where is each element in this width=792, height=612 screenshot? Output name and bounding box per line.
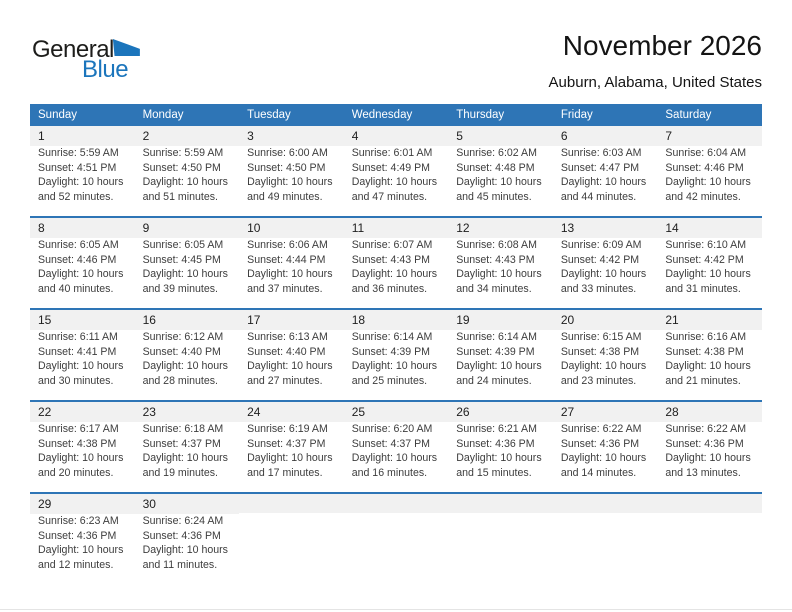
day-number: 15	[30, 310, 135, 330]
sunset-text: Sunset: 4:46 PM	[38, 253, 117, 266]
daylight-text-line2: and 49 minutes.	[247, 190, 323, 203]
logo-text-general: General	[32, 36, 114, 63]
day-number: 19	[448, 310, 553, 330]
day-number: 25	[344, 402, 449, 422]
daylight-text-line1: Daylight: 10 hours	[456, 176, 542, 189]
sunset-text: Sunset: 4:49 PM	[351, 161, 431, 174]
daylight-text-line2: and 13 minutes.	[665, 466, 741, 479]
week-row	[30, 217, 762, 309]
daylight-text-line2: and 44 minutes.	[560, 190, 637, 203]
daylight-text-line1: Daylight: 10 hours	[665, 268, 751, 281]
daylight-text-line1: Daylight: 10 hours	[38, 268, 124, 281]
sunset-text: Sunset: 4:37 PM	[142, 437, 221, 450]
day-cell	[135, 493, 240, 584]
daylight-text-line2: and 16 minutes.	[351, 466, 428, 479]
day-number: 11	[344, 218, 449, 238]
sunset-text: Sunset: 4:50 PM	[142, 161, 221, 174]
daylight-text-line2: and 21 minutes.	[665, 374, 741, 387]
day-cell	[135, 309, 240, 401]
day-number: 9	[135, 218, 240, 238]
daylight-text-line2: and 14 minutes.	[560, 466, 637, 479]
page-header	[30, 30, 762, 100]
daylight-text-line1: Daylight: 10 hours	[456, 268, 542, 281]
sunrise-text: Sunrise: 6:05 AM	[38, 239, 119, 251]
day-cell	[657, 217, 762, 309]
daylight-text-line2: and 30 minutes.	[38, 374, 114, 387]
daylight-text-line1: Daylight: 10 hours	[142, 544, 228, 557]
daylight-text-line2: and 40 minutes.	[38, 282, 114, 295]
sunrise-text: Sunrise: 5:59 AM	[142, 147, 224, 159]
sunset-text: Sunset: 4:41 PM	[38, 345, 117, 358]
sunrise-text: Sunrise: 6:06 AM	[247, 239, 328, 251]
title-block	[549, 30, 762, 91]
day-number: 27	[553, 402, 658, 422]
sunrise-text: Sunrise: 6:04 AM	[665, 147, 747, 159]
day-number: 2	[135, 126, 240, 146]
day-cell	[344, 217, 449, 309]
day-number: 6	[553, 126, 658, 146]
day-number: 7	[657, 126, 762, 146]
sunset-text: Sunset: 4:36 PM	[560, 437, 640, 450]
day-number	[239, 494, 344, 513]
day-number: 1	[30, 126, 135, 146]
day-cell	[448, 126, 553, 217]
sunset-text: Sunset: 4:51 PM	[38, 161, 117, 174]
sunset-text: Sunset: 4:42 PM	[665, 253, 744, 266]
weekday-header-sunday: Sunday	[30, 104, 135, 126]
calendar-body	[30, 126, 762, 584]
day-number: 12	[448, 218, 553, 238]
daylight-text-line1: Daylight: 10 hours	[665, 176, 751, 189]
daylight-text-line2: and 25 minutes.	[351, 374, 428, 387]
sunset-text: Sunset: 4:43 PM	[351, 253, 431, 266]
sunset-text: Sunset: 4:40 PM	[142, 345, 221, 358]
day-number: 28	[657, 402, 762, 422]
daylight-text-line1: Daylight: 10 hours	[456, 452, 542, 465]
sunset-text: Sunset: 4:36 PM	[456, 437, 535, 450]
sunset-text: Sunset: 4:50 PM	[247, 161, 326, 174]
daylight-text-line2: and 45 minutes.	[456, 190, 532, 203]
day-number	[448, 494, 553, 513]
sunrise-text: Sunrise: 6:20 AM	[351, 423, 433, 435]
calendar-table	[30, 104, 762, 584]
day-number: 30	[135, 494, 240, 514]
sunset-text: Sunset: 4:38 PM	[560, 345, 640, 358]
daylight-text-line1: Daylight: 10 hours	[247, 360, 333, 373]
day-number: 22	[30, 402, 135, 422]
day-cell	[553, 126, 658, 217]
sunrise-text: Sunrise: 6:01 AM	[351, 147, 433, 159]
day-cell	[553, 309, 658, 401]
day-number: 18	[344, 310, 449, 330]
logo-triangle-icon	[113, 39, 140, 56]
daylight-text-line1: Daylight: 10 hours	[456, 360, 542, 373]
sunrise-text: Sunrise: 6:18 AM	[142, 423, 224, 435]
sunrise-text: Sunrise: 5:59 AM	[38, 147, 119, 159]
page-title: November 2026	[562, 30, 762, 61]
sunrise-text: Sunrise: 6:12 AM	[142, 331, 224, 343]
week-row	[30, 493, 762, 584]
sunset-text: Sunset: 4:38 PM	[38, 437, 117, 450]
empty-cell	[239, 493, 344, 584]
daylight-text-line2: and 52 minutes.	[38, 190, 114, 203]
daylight-text-line2: and 33 minutes.	[560, 282, 637, 295]
day-cell	[448, 401, 553, 493]
daylight-text-line2: and 51 minutes.	[142, 190, 218, 203]
daylight-text-line2: and 27 minutes.	[247, 374, 323, 387]
sunrise-text: Sunrise: 6:08 AM	[456, 239, 537, 251]
day-cell	[344, 401, 449, 493]
day-number: 14	[657, 218, 762, 238]
day-number: 21	[657, 310, 762, 330]
weekday-header-tuesday: Tuesday	[239, 104, 344, 126]
daylight-text-line1: Daylight: 10 hours	[38, 452, 124, 465]
sunset-text: Sunset: 4:46 PM	[665, 161, 744, 174]
sunrise-text: Sunrise: 6:05 AM	[142, 239, 224, 251]
daylight-text-line1: Daylight: 10 hours	[560, 176, 647, 189]
sunrise-text: Sunrise: 6:13 AM	[247, 331, 328, 343]
sunset-text: Sunset: 4:39 PM	[351, 345, 431, 358]
sunrise-text: Sunrise: 6:21 AM	[456, 423, 537, 435]
day-number	[657, 494, 762, 513]
weekday-header-friday: Friday	[553, 104, 658, 126]
weekday-header-thursday: Thursday	[448, 104, 553, 126]
sunset-text: Sunset: 4:39 PM	[456, 345, 535, 358]
weekday-header-monday: Monday	[135, 104, 240, 126]
sunrise-text: Sunrise: 6:17 AM	[38, 423, 119, 435]
sunset-text: Sunset: 4:45 PM	[142, 253, 221, 266]
day-number: 23	[135, 402, 240, 422]
sunset-text: Sunset: 4:44 PM	[247, 253, 326, 266]
sunset-text: Sunset: 4:47 PM	[560, 161, 640, 174]
general-blue-logo	[32, 38, 140, 82]
sunset-text: Sunset: 4:43 PM	[456, 253, 535, 266]
daylight-text-line1: Daylight: 10 hours	[351, 360, 438, 373]
daylight-text-line2: and 47 minutes.	[351, 190, 428, 203]
daylight-text-line1: Daylight: 10 hours	[38, 176, 124, 189]
sunset-text: Sunset: 4:36 PM	[38, 529, 117, 542]
day-number	[344, 494, 449, 513]
sunrise-text: Sunrise: 6:16 AM	[665, 331, 747, 343]
daylight-text-line1: Daylight: 10 hours	[665, 360, 751, 373]
day-number: 29	[30, 494, 135, 514]
sunrise-text: Sunrise: 6:10 AM	[665, 239, 747, 251]
day-number: 3	[239, 126, 344, 146]
daylight-text-line2: and 11 minutes.	[142, 558, 218, 571]
daylight-text-line1: Daylight: 10 hours	[247, 452, 333, 465]
daylight-text-line1: Daylight: 10 hours	[560, 360, 647, 373]
day-number: 20	[553, 310, 658, 330]
daylight-text-line2: and 36 minutes.	[351, 282, 428, 295]
sunrise-text: Sunrise: 6:15 AM	[560, 331, 642, 343]
sunrise-text: Sunrise: 6:03 AM	[560, 147, 642, 159]
daylight-text-line1: Daylight: 10 hours	[560, 452, 647, 465]
weekday-header-wednesday: Wednesday	[344, 104, 449, 126]
day-cell	[239, 401, 344, 493]
daylight-text-line2: and 28 minutes.	[142, 374, 218, 387]
sunset-text: Sunset: 4:48 PM	[456, 161, 535, 174]
day-cell	[30, 493, 135, 584]
day-cell	[239, 309, 344, 401]
daylight-text-line1: Daylight: 10 hours	[142, 452, 228, 465]
week-row	[30, 126, 762, 217]
daylight-text-line2: and 23 minutes.	[560, 374, 637, 387]
day-number: 10	[239, 218, 344, 238]
sunrise-text: Sunrise: 6:24 AM	[142, 515, 224, 527]
sunrise-text: Sunrise: 6:14 AM	[456, 331, 537, 343]
day-number	[553, 494, 658, 513]
sunrise-text: Sunrise: 6:22 AM	[560, 423, 642, 435]
daylight-text-line2: and 17 minutes.	[247, 466, 323, 479]
daylight-text-line1: Daylight: 10 hours	[142, 176, 228, 189]
day-cell	[553, 401, 658, 493]
sunset-text: Sunset: 4:38 PM	[665, 345, 744, 358]
daylight-text-line1: Daylight: 10 hours	[142, 268, 228, 281]
sunrise-text: Sunrise: 6:02 AM	[456, 147, 537, 159]
day-cell	[135, 217, 240, 309]
day-cell	[553, 217, 658, 309]
sunrise-text: Sunrise: 6:19 AM	[247, 423, 328, 435]
day-number: 17	[239, 310, 344, 330]
empty-cell	[448, 493, 553, 584]
day-number: 24	[239, 402, 344, 422]
daylight-text-line2: and 42 minutes.	[665, 190, 741, 203]
daylight-text-line1: Daylight: 10 hours	[247, 268, 333, 281]
empty-cell	[553, 493, 658, 584]
day-cell	[30, 309, 135, 401]
day-number: 26	[448, 402, 553, 422]
sunset-text: Sunset: 4:37 PM	[247, 437, 326, 450]
sunrise-text: Sunrise: 6:23 AM	[38, 515, 119, 527]
page-subtitle: Auburn, Alabama, United States	[548, 74, 762, 91]
daylight-text-line1: Daylight: 10 hours	[351, 268, 438, 281]
day-cell	[448, 309, 553, 401]
daylight-text-line2: and 12 minutes.	[38, 558, 114, 571]
week-row	[30, 401, 762, 493]
daylight-text-line1: Daylight: 10 hours	[351, 452, 438, 465]
daylight-text-line1: Daylight: 10 hours	[560, 268, 647, 281]
sunrise-text: Sunrise: 6:09 AM	[560, 239, 642, 251]
sunset-text: Sunset: 4:37 PM	[351, 437, 431, 450]
sunrise-text: Sunrise: 6:07 AM	[351, 239, 433, 251]
sunset-text: Sunset: 4:36 PM	[142, 529, 221, 542]
day-number: 5	[448, 126, 553, 146]
daylight-text-line2: and 19 minutes.	[142, 466, 218, 479]
day-cell	[239, 217, 344, 309]
day-number: 16	[135, 310, 240, 330]
day-cell	[657, 401, 762, 493]
empty-cell	[344, 493, 449, 584]
daylight-text-line2: and 20 minutes.	[38, 466, 114, 479]
sunset-text: Sunset: 4:36 PM	[665, 437, 744, 450]
sunrise-text: Sunrise: 6:00 AM	[247, 147, 328, 159]
daylight-text-line1: Daylight: 10 hours	[665, 452, 751, 465]
daylight-text-line1: Daylight: 10 hours	[38, 360, 124, 373]
logo-text-blue: Blue	[82, 56, 129, 83]
daylight-text-line1: Daylight: 10 hours	[38, 544, 124, 557]
weekday-header-saturday: Saturday	[657, 104, 762, 126]
day-cell	[344, 126, 449, 217]
day-number: 13	[553, 218, 658, 238]
day-cell	[239, 126, 344, 217]
daylight-text-line1: Daylight: 10 hours	[142, 360, 228, 373]
day-cell	[135, 126, 240, 217]
daylight-text-line1: Daylight: 10 hours	[351, 176, 438, 189]
daylight-text-line2: and 37 minutes.	[247, 282, 323, 295]
daylight-text-line2: and 39 minutes.	[142, 282, 218, 295]
day-cell	[30, 217, 135, 309]
sunrise-text: Sunrise: 6:11 AM	[38, 331, 118, 343]
weekday-header-row	[30, 104, 762, 126]
day-cell	[448, 217, 553, 309]
day-cell	[657, 126, 762, 217]
week-row	[30, 309, 762, 401]
day-cell	[135, 401, 240, 493]
daylight-text-line2: and 15 minutes.	[456, 466, 532, 479]
sunrise-text: Sunrise: 6:22 AM	[665, 423, 747, 435]
daylight-text-line2: and 24 minutes.	[456, 374, 532, 387]
day-number: 4	[344, 126, 449, 146]
empty-cell	[657, 493, 762, 584]
sunset-text: Sunset: 4:42 PM	[560, 253, 640, 266]
bottom-divider	[0, 609, 792, 610]
sunrise-text: Sunrise: 6:14 AM	[351, 331, 433, 343]
day-cell	[657, 309, 762, 401]
daylight-text-line2: and 34 minutes.	[456, 282, 532, 295]
day-cell	[30, 401, 135, 493]
daylight-text-line2: and 31 minutes.	[665, 282, 741, 295]
day-cell	[30, 126, 135, 217]
day-number: 8	[30, 218, 135, 238]
day-cell	[344, 309, 449, 401]
sunset-text: Sunset: 4:40 PM	[247, 345, 326, 358]
daylight-text-line1: Daylight: 10 hours	[247, 176, 333, 189]
